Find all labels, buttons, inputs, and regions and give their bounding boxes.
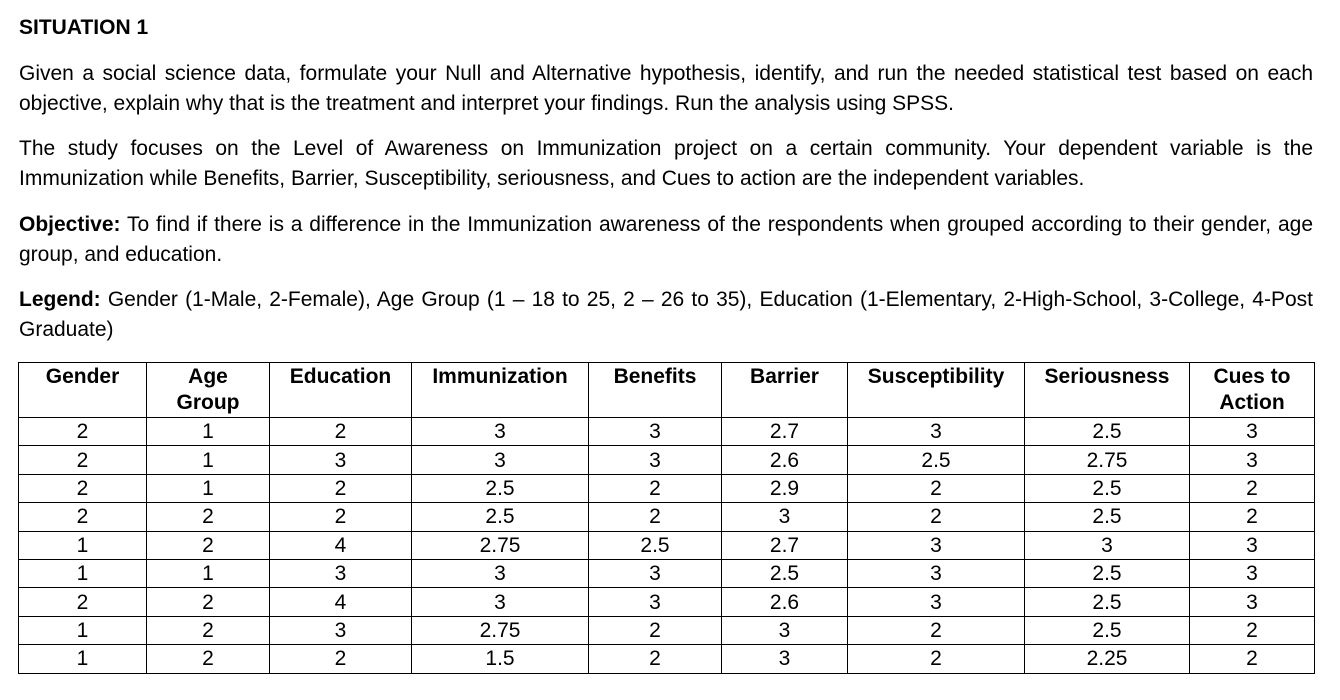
cell-immunization: 1.5: [412, 645, 589, 673]
cell-barrier: 2.5: [722, 559, 848, 587]
table-row: [19, 418, 1315, 446]
cell-benefits: 2: [589, 616, 722, 644]
cell-benefits: 3: [589, 559, 722, 587]
cell-education: 4: [270, 531, 412, 559]
cell-benefits: 3: [589, 446, 722, 474]
cell-immunization: 3: [412, 446, 589, 474]
cell-barrier: 2.6: [722, 588, 848, 616]
legend-text: Gender (1-Male, 2-Female), Age Group (1 – 18 to 25, 2 – 26 to 35), Education (1-Elementary, 2-High-School, 3-College, 4-Post Graduate): [19, 288, 1313, 341]
cell-cues-to-action: 2: [1190, 645, 1315, 673]
cell-cues-to-action: 2: [1190, 616, 1315, 644]
table-row: [19, 474, 1315, 502]
cell-benefits: 3: [589, 588, 722, 616]
cell-barrier: 2.6: [722, 446, 848, 474]
table-row: [19, 446, 1315, 474]
cell-education: 2: [270, 645, 412, 673]
cell-susceptibility: 3: [848, 418, 1025, 446]
cell-gender: 1: [19, 645, 147, 673]
header-barrier: Barrier: [722, 363, 848, 418]
header-age-group: Age Group: [147, 363, 270, 418]
table-row: [19, 616, 1315, 644]
cell-cues-to-action: 2: [1190, 503, 1315, 531]
cell-gender: 1: [19, 531, 147, 559]
cell-susceptibility: 2: [848, 474, 1025, 502]
cell-cues-to-action: 3: [1190, 418, 1315, 446]
cell-education: 3: [270, 616, 412, 644]
table-row: [19, 645, 1315, 673]
table-row: [19, 559, 1315, 587]
cell-susceptibility: 3: [848, 531, 1025, 559]
cell-cues-to-action: 3: [1190, 446, 1315, 474]
cell-benefits: 3: [589, 418, 722, 446]
cell-seriousness: 2.5: [1025, 474, 1190, 502]
cell-education: 2: [270, 418, 412, 446]
cell-benefits: 2: [589, 474, 722, 502]
cell-barrier: 3: [722, 616, 848, 644]
cell-barrier: 2.7: [722, 418, 848, 446]
cell-gender: 2: [19, 418, 147, 446]
cell-gender: 1: [19, 616, 147, 644]
cell-susceptibility: 2: [848, 616, 1025, 644]
objective-paragraph: [19, 210, 1313, 270]
header-benefits: Benefits: [589, 363, 722, 418]
cell-seriousness: 2.75: [1025, 446, 1190, 474]
cell-immunization: 2.75: [412, 616, 589, 644]
cell-barrier: 3: [722, 503, 848, 531]
cell-education: 3: [270, 446, 412, 474]
cell-immunization: 3: [412, 559, 589, 587]
cell-benefits: 2: [589, 503, 722, 531]
study-description-paragraph: The study focuses on the Level of Awareness on Immunization project on a certain community. Your dependent variable is the Immunization while Benefits, Barrier, Susceptibility, seriousness, and Cues to action are the independent variables.: [19, 137, 1313, 190]
data-table: [18, 362, 1315, 674]
cell-benefits: 2.5: [589, 531, 722, 559]
cell-immunization: 3: [412, 588, 589, 616]
cell-education: 3: [270, 559, 412, 587]
cell-susceptibility: 3: [848, 559, 1025, 587]
cell-cues-to-action: 3: [1190, 531, 1315, 559]
cell-seriousness: 2.5: [1025, 418, 1190, 446]
cell-gender: 1: [19, 559, 147, 587]
instructions-paragraph: Given a social science data, formulate your Null and Alternative hypothesis, identify, and run the needed statistical test based on each objective, explain why that is the treatment and interpret your findings. Run the analysis using SPSS.: [19, 62, 1313, 115]
table-row: [19, 588, 1315, 616]
cell-cues-to-action: 3: [1190, 559, 1315, 587]
cell-seriousness: 2.5: [1025, 616, 1190, 644]
cell-gender: 2: [19, 503, 147, 531]
table-row: [19, 503, 1315, 531]
cell-education: 4: [270, 588, 412, 616]
cell-seriousness: 2.5: [1025, 503, 1190, 531]
objective-text: To find if there is a difference in the Immunization awareness of the respondents when grouped according to their gender, age group, and education.: [19, 213, 1313, 266]
cell-susceptibility: 3: [848, 588, 1025, 616]
cell-seriousness: 2.5: [1025, 559, 1190, 587]
cell-immunization: 2.5: [412, 474, 589, 502]
cell-gender: 2: [19, 446, 147, 474]
cell-susceptibility: 2: [848, 645, 1025, 673]
header-susceptibility: Susceptibility: [848, 363, 1025, 418]
cell-age-group: 2: [147, 645, 270, 673]
cell-barrier: 2.7: [722, 531, 848, 559]
document-title: SITUATION 1: [19, 16, 149, 39]
cell-age-group: 1: [147, 418, 270, 446]
cell-seriousness: 3: [1025, 531, 1190, 559]
cell-age-group: 2: [147, 616, 270, 644]
cell-age-group: 2: [147, 503, 270, 531]
cell-seriousness: 2.25: [1025, 645, 1190, 673]
cell-cues-to-action: 2: [1190, 474, 1315, 502]
header-gender: Gender: [19, 363, 147, 418]
table-row: [19, 531, 1315, 559]
cell-susceptibility: 2: [848, 503, 1025, 531]
cell-immunization: 2.75: [412, 531, 589, 559]
objective-label: Objective:: [19, 213, 121, 236]
cell-gender: 2: [19, 474, 147, 502]
cell-barrier: 2.9: [722, 474, 848, 502]
cell-age-group: 2: [147, 588, 270, 616]
cell-gender: 2: [19, 588, 147, 616]
legend-label: Legend:: [19, 288, 101, 311]
cell-age-group: 1: [147, 559, 270, 587]
header-seriousness: Seriousness: [1025, 363, 1190, 418]
cell-age-group: 1: [147, 474, 270, 502]
cell-benefits: 2: [589, 645, 722, 673]
cell-education: 2: [270, 474, 412, 502]
cell-education: 2: [270, 503, 412, 531]
cell-barrier: 3: [722, 645, 848, 673]
cell-seriousness: 2.5: [1025, 588, 1190, 616]
legend-paragraph: [19, 285, 1313, 345]
table-header-row: [19, 363, 1315, 418]
cell-immunization: 3: [412, 418, 589, 446]
cell-age-group: 2: [147, 531, 270, 559]
cell-immunization: 2.5: [412, 503, 589, 531]
header-education: Education: [270, 363, 412, 418]
cell-age-group: 1: [147, 446, 270, 474]
header-cues-to-action: Cues to Action: [1190, 363, 1315, 418]
cell-susceptibility: 2.5: [848, 446, 1025, 474]
header-immunization: Immunization: [412, 363, 589, 418]
cell-cues-to-action: 3: [1190, 588, 1315, 616]
